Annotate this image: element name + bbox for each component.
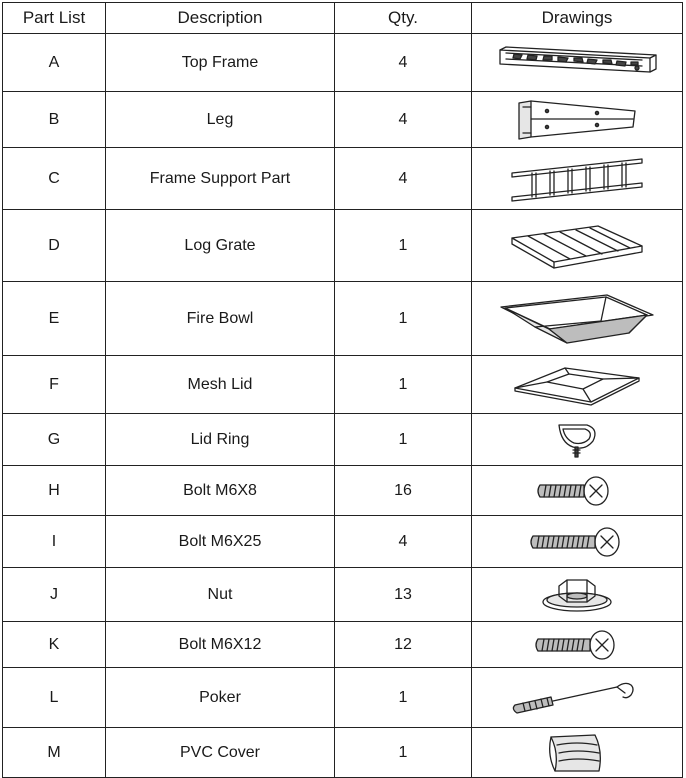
top-frame-icon [492,40,662,86]
part-description: Bolt M6X25 [106,516,335,568]
part-letter: K [3,622,106,668]
part-drawing [472,92,683,148]
part-qty: 4 [335,516,472,568]
part-letter: L [3,668,106,728]
table-row [3,210,683,282]
part-letter: B [3,92,106,148]
pvc-cover-icon [537,731,617,775]
leg-icon [507,97,647,143]
part-letter: E [3,282,106,356]
part-letter: H [3,466,106,516]
part-qty: 1 [335,668,472,728]
part-letter: J [3,568,106,622]
part-description: PVC Cover [106,728,335,778]
part-description: Lid Ring [106,414,335,466]
part-letter: C [3,148,106,210]
part-qty: 16 [335,466,472,516]
part-description: Nut [106,568,335,622]
part-drawing [472,210,683,282]
part-drawing [472,356,683,414]
part-qty: 1 [335,414,472,466]
poker-icon [507,673,647,723]
lid-ring-icon [547,417,607,463]
part-qty: 4 [335,92,472,148]
part-drawing [472,568,683,622]
part-drawing [472,282,683,356]
part-letter: D [3,210,106,282]
bolt-medium-icon [532,625,622,665]
header-description: Description [106,3,335,34]
log-grate-icon [502,216,652,276]
part-letter: I [3,516,106,568]
part-drawing [472,414,683,466]
part-drawing [472,148,683,210]
header-row [3,3,683,34]
header-part-list: Part List [3,3,106,34]
part-drawing [472,34,683,92]
part-description: Leg [106,92,335,148]
table-row [3,148,683,210]
table-row [3,668,683,728]
part-letter: F [3,356,106,414]
bolt-long-icon [527,522,627,562]
table-row [3,34,683,92]
part-qty: 4 [335,34,472,92]
table-row [3,728,683,778]
part-letter: M [3,728,106,778]
part-description: Bolt M6X8 [106,466,335,516]
part-description: Poker [106,668,335,728]
part-description: Fire Bowl [106,282,335,356]
part-description: Mesh Lid [106,356,335,414]
part-letter: A [3,34,106,92]
table-row [3,516,683,568]
part-description: Frame Support Part [106,148,335,210]
table-row [3,466,683,516]
table-row [3,282,683,356]
part-drawing [472,516,683,568]
nut-icon [537,572,617,618]
fire-bowl-icon [497,287,657,351]
part-letter: G [3,414,106,466]
frame-support-icon [502,151,652,207]
table-row [3,92,683,148]
part-drawing [472,668,683,728]
table-row [3,414,683,466]
part-drawing [472,622,683,668]
part-qty: 12 [335,622,472,668]
part-description: Top Frame [106,34,335,92]
table-row [3,356,683,414]
part-drawing [472,466,683,516]
part-qty: 13 [335,568,472,622]
part-qty: 1 [335,210,472,282]
table-row [3,622,683,668]
part-description: Log Grate [106,210,335,282]
part-description: Bolt M6X12 [106,622,335,668]
header-qty: Qty. [335,3,472,34]
parts-table [2,2,683,778]
part-qty: 1 [335,282,472,356]
header-drawings: Drawings [472,3,683,34]
part-qty: 4 [335,148,472,210]
part-qty: 1 [335,356,472,414]
part-qty: 1 [335,728,472,778]
part-drawing [472,728,683,778]
table-row [3,568,683,622]
bolt-short-icon [532,471,622,511]
mesh-lid-icon [507,360,647,410]
